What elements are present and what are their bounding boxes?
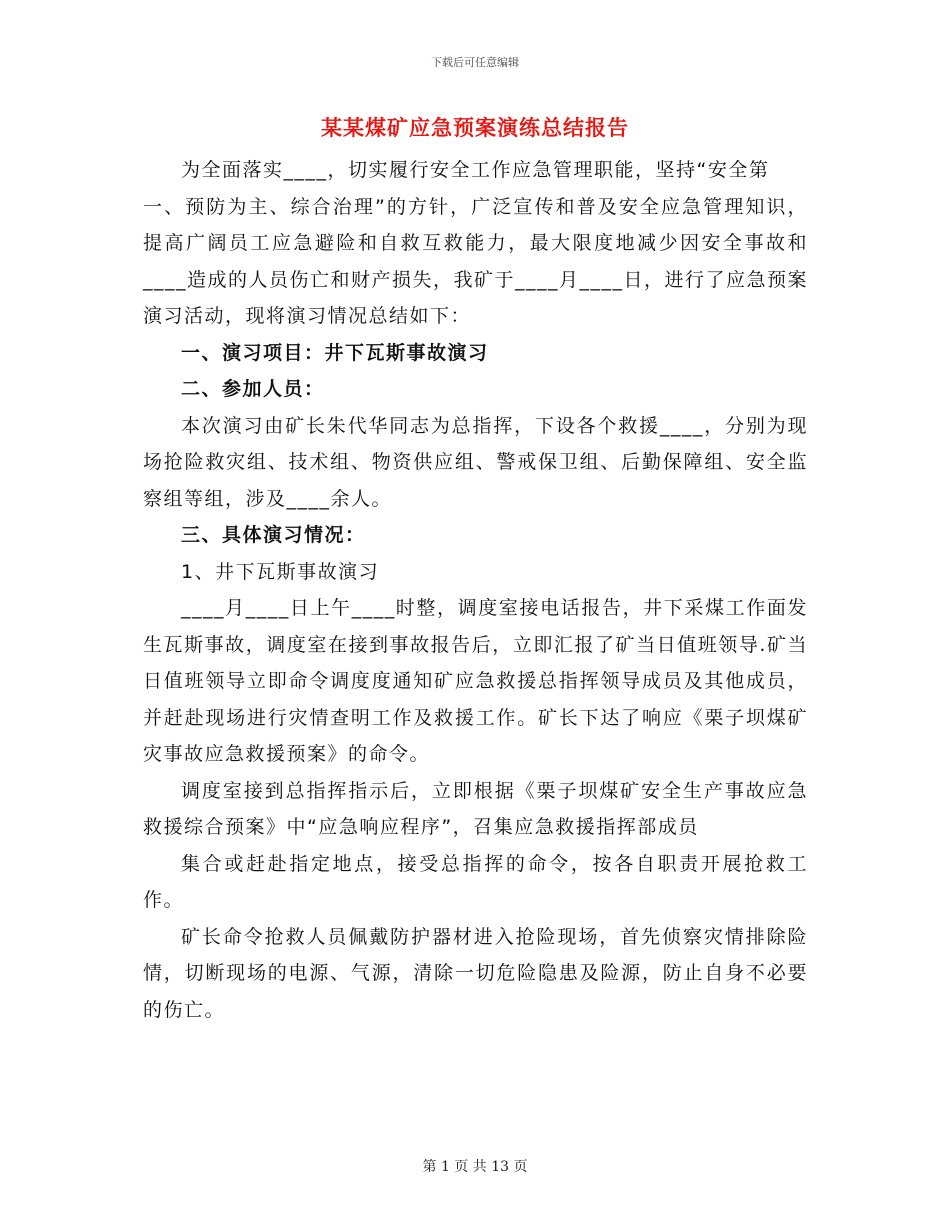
paragraph-dispatch: 调度室接到总指挥指示后，立即根据《栗子坝煤矿安全生产事故应急救援综合预案》中“应急响应程序”，召集应急救援指挥部成员: [143, 779, 808, 838]
section-heading-participants: 二、参加人员：: [181, 378, 325, 400]
paragraph-assembly: 集合或赶赴指定地点，接受总指挥的命令，按各自职责开展抢救工作。: [143, 852, 808, 911]
paragraph-intro: 为全面落实____，切实履行安全工作应急管理职能，坚持“安全第: [181, 159, 770, 181]
paragraph-intro-continued: 一、预防为主、综合治理”的方针，广泛宣传和普及安全应急管理知识，提高广阔员工应急避险和自救互救能力，最大限度地减少因安全事故和____造成的人员伤亡和财产损失，我矿于____月____日，进行了应急预案演习活动，现将演习情况总结如下：: [143, 195, 809, 327]
paragraph-drill-report: ____月____日上午____时整，调度室接电话报告，井下采煤工作面发生瓦斯事故，调度室在接到事故报告后，立即汇报了矿当日值班领导.矿当日值班领导立即命令调度度通知矿应急救援总指挥领导成员及其他成员，并赶赴现场进行灾情查明工作及救援工作。矿长下达了响应《栗子坝煤矿灾事故应急救援预案》的命令。: [143, 597, 808, 765]
page-number: 第 1 页 共 13 页: [422, 1159, 528, 1175]
document-title: 某某煤矿应急预案演练总结报告: [321, 116, 629, 140]
paragraph-rescue: 矿长命令抢救人员佩戴防护器材进入抢险现场，首先侦察灾情排除险情，切断现场的电源、气源，清除一切危险隐患及险源，防止自身不必要的伤亡。: [143, 925, 808, 1021]
subsection-heading-gas-drill: 1、井下瓦斯事故演习: [181, 560, 380, 583]
header-note: 下载后可任意编辑: [431, 56, 519, 69]
document-body: [143, 152, 808, 1028]
paragraph-participants: 本次演习由矿长朱代华同志为总指挥，下设各个救援____，分别为现场抢险救灾组、技术组、物资供应组、警戒保卫组、后勤保障组、安全监察组等组，涉及____余人。: [143, 414, 808, 510]
section-heading-drill-item: 一、演习项目：井下瓦斯事故演习: [181, 341, 489, 364]
section-heading-details: 三、具体演习情况：: [181, 524, 366, 546]
